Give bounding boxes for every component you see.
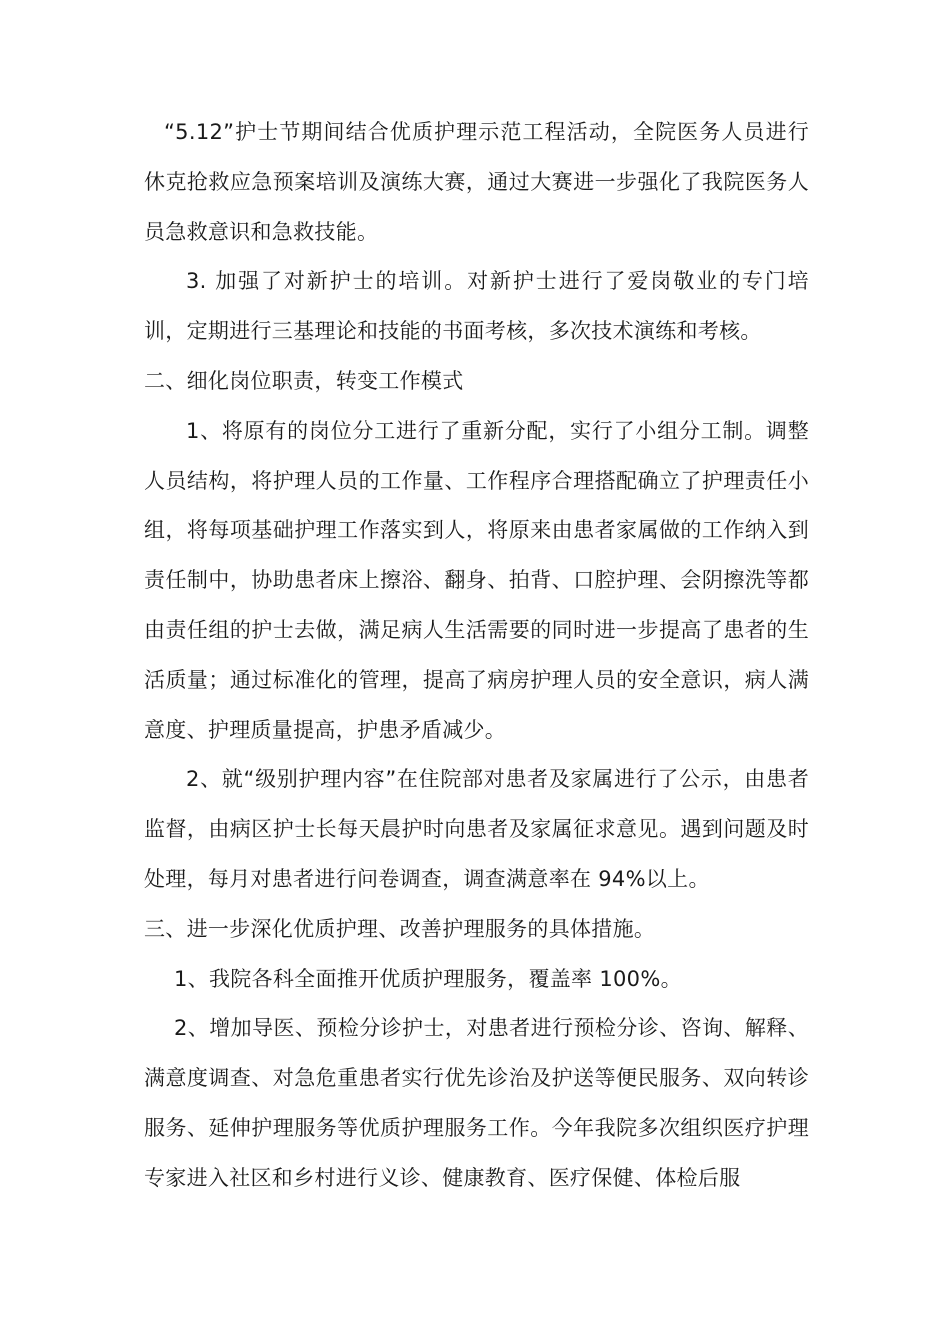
paragraph-coverage: 1、我院各科全面推开优质护理服务，覆盖率 100%。 xyxy=(174,966,682,991)
paragraph-guidance-nurses: 2、增加导医、预检分诊护士，对患者进行预检分诊、咨询、解释、满意度调查、对急危重患者实行优先诊治及护送等便民服务、双向转诊服务、延伸护理服务等优质护理服务工作。今年我院多次组织医疗护理专家进入社区和乡村进行义诊、健康教育、医疗保健、体检后服 xyxy=(144,1016,809,1190)
paragraph-nursing-level-notice: 2、就“级别护理内容”在住院部对患者及家属进行了公示，由患者监督，由病区护士长每天晨护时向患者及家属征求意见。遇到问题及时处理，每月对患者进行问卷调查，调查满意率在 94%以上。 xyxy=(144,767,809,891)
paragraph-new-nurse-training: 3. 加强了对新护士的培训。对新护士进行了爱岗敬业的专门培训，定期进行三基理论和技能的书面考核，多次技术演练和考核。 xyxy=(144,269,809,344)
section-heading-2: 二、细化岗位职责，转变工作模式 xyxy=(144,368,464,393)
document-body xyxy=(144,108,809,1204)
paragraph-nurses-day-drill: “5.12”护士节期间结合优质护理示范工程活动，全院医务人员进行休克抢救应急预案培训及演练大赛，通过大赛进一步强化了我院医务人员急救意识和急救技能。 xyxy=(144,120,809,244)
paragraph-group-division: 1、将原有的岗位分工进行了重新分配，实行了小组分工制。调整人员结构，将护理人员的工作量、工作程序合理搭配确立了护理责任小组，将每项基础护理工作落实到人，将原来由患者家属做的工作纳入到责任制中，协助患者床上擦浴、翻身、拍背、口腔护理、会阴擦洗等都由责任组的护士去做，满足病人生活需要的同时进一步提高了患者的生活质量；通过标准化的管理，提高了病房护理人员的安全意识，病人满意度、护理质量提高，护患矛盾减少。 xyxy=(144,418,809,742)
section-heading-3: 三、进一步深化优质护理、改善护理服务的具体措施。 xyxy=(144,916,656,941)
